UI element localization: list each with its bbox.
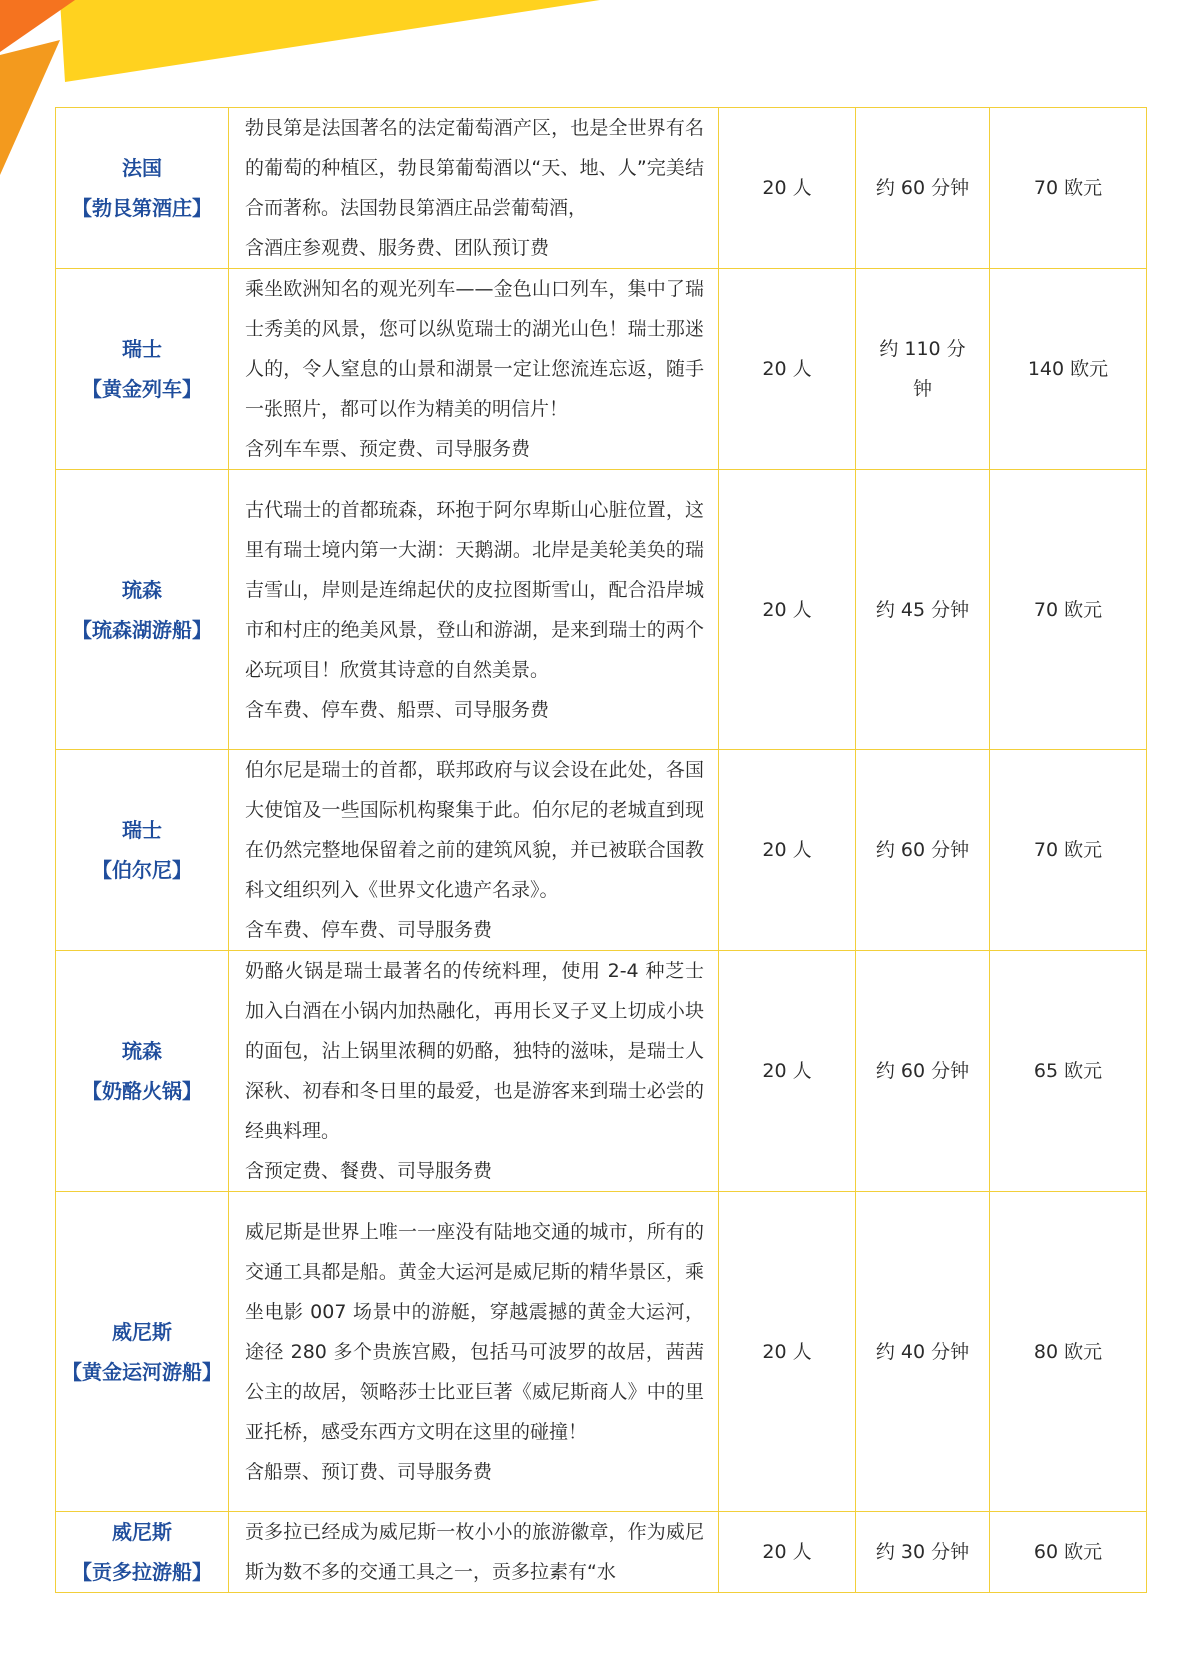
description-text: 贡多拉已经成为威尼斯一枚小小的旅游徽章，作为威尼斯为数不多的交通工具之一，贡多拉素有“水 [245, 1521, 704, 1583]
attraction-name: 【琉森湖游船】 [72, 617, 212, 642]
description-cell [229, 108, 719, 269]
group-size-cell: 20 人 [719, 1512, 856, 1593]
destination-cell [56, 1512, 229, 1593]
table-row [56, 108, 1147, 269]
description-cell [229, 951, 719, 1192]
price-cell: 65 欧元 [990, 951, 1147, 1192]
price-cell: 80 欧元 [990, 1192, 1147, 1512]
attraction-name: 【奶酪火锅】 [82, 1079, 202, 1103]
table-row [56, 951, 1147, 1192]
destination-cell [56, 470, 229, 750]
duration-cell: 约 60 分钟 [856, 750, 990, 951]
destination-name: 威尼斯 [112, 1520, 172, 1544]
description-cell [229, 269, 719, 470]
group-size-cell: 20 人 [719, 108, 856, 269]
attraction-name: 【伯尔尼】 [92, 858, 192, 882]
duration-cell: 约 40 分钟 [856, 1192, 990, 1512]
includes-text: 含车费、停车费、船票、司导服务费 [245, 698, 550, 721]
price-cell: 70 欧元 [990, 108, 1147, 269]
destination-cell [56, 1192, 229, 1512]
description-cell [229, 470, 719, 750]
description-cell [229, 1512, 719, 1593]
description-text: 威尼斯是世界上唯一一座没有陆地交通的城市，所有的交通工具都是船。黄金大运河是威尼斯的精华景区，乘坐电影 007 场景中的游艇，穿越震撼的黄金大运河，途径 280 多个贵族宫殿，包括马可波罗的故居，茜茜公主的故居，领略莎士比亚巨著《威尼斯商人》中的里亚托桥，感受东西方文明在这里的碰撞！ [245, 1220, 704, 1443]
duration-cell: 约 45 分钟 [856, 470, 990, 750]
description-text: 伯尔尼是瑞士的首都，联邦政府与议会设在此处，各国大使馆及一些国际机构聚集于此。伯尔尼的老城直到现在仍然完整地保留着之前的建筑风貌，并已被联合国教科文组织列入《世界文化遗产名录》。 [245, 759, 704, 901]
table-row [56, 470, 1147, 750]
description-text: 奶酪火锅是瑞士最著名的传统料理，使用 2-4 种芝士加入白酒在小锅内加热融化，再用长叉子叉上切成小块的面包，沾上锅里浓稠的奶酪，独特的滋味，是瑞士人深秋、初春和冬日里的最爱，也是游客来到瑞士必尝的经典料理。 [245, 960, 704, 1142]
includes-text: 含列车车票、预定费、司导服务费 [245, 438, 531, 460]
destination-cell [56, 269, 229, 470]
price-cell: 70 欧元 [990, 470, 1147, 750]
description-text: 古代瑞士的首都琉森，环抱于阿尔卑斯山心脏位置，这里有瑞士境内第一大湖：天鹅湖。北岸是美轮美奂的瑞吉雪山，岸则是连绵起伏的皮拉图斯雪山，配合沿岸城市和村庄的绝美风景，登山和游湖，是来到瑞士的两个必玩项目！欣赏其诗意的自然美景。 [245, 498, 704, 681]
table-row [56, 1192, 1147, 1512]
description-text: 勃艮第是法国著名的法定葡萄酒产区，也是全世界有名的葡萄的种植区，勃艮第葡萄酒以“天、地、人”完美结合而著称。法国勃艮第酒庄品尝葡萄酒， [245, 117, 704, 219]
includes-text: 含预定费、餐费、司导服务费 [245, 1160, 493, 1182]
includes-text: 含车费、停车费、司导服务费 [245, 919, 493, 941]
includes-text: 含船票、预订费、司导服务费 [245, 1460, 493, 1483]
table-row [56, 269, 1147, 470]
duration-cell: 约 60 分钟 [856, 951, 990, 1192]
duration-cell: 约 110 分钟 [856, 269, 990, 470]
price-cell: 140 欧元 [990, 269, 1147, 470]
price-cell: 60 欧元 [990, 1512, 1147, 1593]
group-size-cell: 20 人 [719, 1192, 856, 1512]
destination-cell [56, 750, 229, 951]
destination-cell [56, 951, 229, 1192]
destination-name: 瑞士 [122, 818, 162, 842]
table-row [56, 1512, 1147, 1593]
tour-options-table [55, 107, 1147, 1593]
duration-cell: 约 30 分钟 [856, 1512, 990, 1593]
destination-name: 威尼斯 [112, 1319, 172, 1344]
description-text: 乘坐欧洲知名的观光列车——金色山口列车，集中了瑞士秀美的风景，您可以纵览瑞士的湖光山色！瑞士那迷人的，令人窒息的山景和湖景一定让您流连忘返，随手一张照片，都可以作为精美的明信片！ [245, 278, 704, 420]
description-cell [229, 750, 719, 951]
description-cell [229, 1192, 719, 1512]
destination-name: 琉森 [122, 577, 162, 602]
destination-cell [56, 108, 229, 269]
includes-text: 含酒庄参观费、服务费、团队预订费 [245, 237, 550, 259]
orange-wedge [0, 40, 60, 175]
attraction-name: 【勃艮第酒庄】 [72, 196, 212, 220]
destination-name: 瑞士 [122, 337, 162, 361]
group-size-cell: 20 人 [719, 269, 856, 470]
attraction-name: 【黄金运河游船】 [62, 1359, 222, 1384]
group-size-cell: 20 人 [719, 951, 856, 1192]
price-cell: 70 欧元 [990, 750, 1147, 951]
attraction-name: 【黄金列车】 [82, 377, 202, 401]
group-size-cell: 20 人 [719, 750, 856, 951]
yellow-stripe [60, 0, 600, 82]
duration-cell: 约 60 分钟 [856, 108, 990, 269]
attraction-name: 【贡多拉游船】 [72, 1560, 212, 1584]
destination-name: 琉森 [122, 1039, 162, 1063]
destination-name: 法国 [122, 156, 162, 180]
table-row [56, 750, 1147, 951]
group-size-cell: 20 人 [719, 470, 856, 750]
